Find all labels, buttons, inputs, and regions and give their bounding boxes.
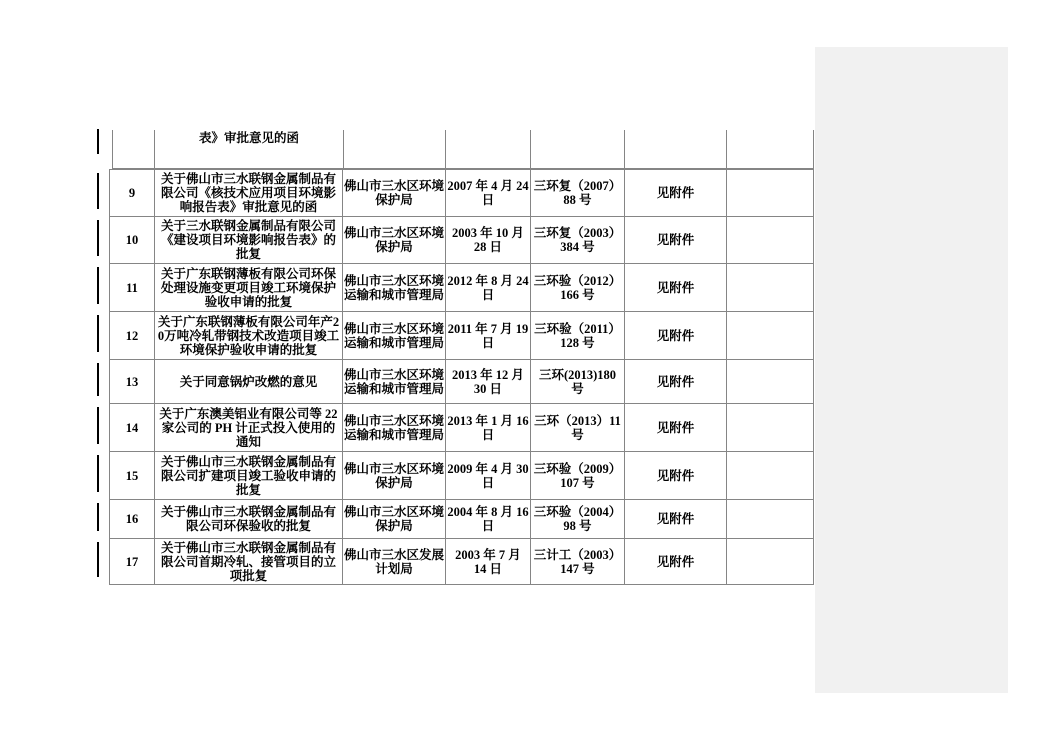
remark-cell (727, 264, 814, 312)
table-row (110, 217, 814, 264)
doc-number-cell (531, 217, 625, 264)
doc-title-cell: 关于佛山市三水联钢金属制品有限公司扩建项目竣工验收申请的批复 (155, 452, 343, 500)
row-no-cell: 12 (110, 312, 155, 360)
issue-date-cell-line: 2012 年 8 月 24 (447, 273, 529, 288)
doc-number-cell-line: 147 号 (560, 561, 595, 576)
revision-bar (97, 407, 99, 444)
issue-date-cell-line: 2004 年 8 月 16 (447, 505, 529, 519)
doc-number-cell-line: 三环验（2004） (533, 505, 622, 519)
issue-date-cell-line: 2013 年 12 月 (452, 367, 524, 382)
issue-date-cell (446, 130, 531, 168)
doc-number-cell-line: 三环(2013)180 (538, 367, 617, 382)
issue-date-cell (446, 500, 531, 539)
row-no-cell: 14 (110, 404, 155, 452)
issue-date-cell-line: 28 日 (473, 240, 503, 254)
issuing-authority-cell: 佛山市三水区环境运输和城市管理局 (343, 312, 446, 360)
doc-title-cell: 关于广东联钢薄板有限公司环保处理设施变更项目竣工环境保护验收申请的批复 (155, 264, 343, 312)
attachment-cell (625, 130, 727, 168)
issuing-authority-cell: 佛山市三水区环境运输和城市管理局 (343, 264, 446, 312)
doc-number-cell (531, 360, 625, 404)
remark-cell (727, 170, 814, 217)
row-no-cell: 17 (110, 539, 155, 585)
doc-title-cell: 关于同意锅炉改燃的意见 (155, 360, 343, 404)
revision-bar (97, 267, 99, 304)
doc-number-cell (531, 539, 625, 585)
attachment-cell: 见附件 (625, 217, 727, 264)
issue-date-cell-line: 14 日 (473, 561, 503, 576)
doc-number-cell-line: 107 号 (560, 475, 595, 490)
table-row (110, 539, 814, 585)
doc-number-cell (531, 312, 625, 360)
issuing-authority-cell: 佛山市三水区环境保护局 (343, 217, 446, 264)
issue-date-cell-line: 日 (481, 335, 495, 350)
issue-date-cell-line: 2009 年 4 月 30 (447, 461, 529, 476)
doc-number-cell-line: 号 (571, 427, 584, 442)
revision-bar (97, 542, 99, 577)
issue-date-cell-line: 日 (481, 475, 495, 490)
doc-number-cell-line: 三环验（2011） (534, 321, 621, 336)
attachment-cell: 见附件 (625, 170, 727, 217)
attachment-cell: 见附件 (625, 264, 727, 312)
row-no-cell: 15 (110, 452, 155, 500)
issue-date-cell (446, 312, 531, 360)
doc-title-cell: 表》审批意见的函 (155, 130, 344, 168)
approval-table-body (110, 170, 814, 585)
remark-cell (727, 500, 814, 539)
doc-number-cell-line: 88 号 (563, 193, 592, 207)
doc-number-cell (531, 404, 625, 452)
row-no-cell: 10 (110, 217, 155, 264)
issue-date-cell (446, 217, 531, 264)
row-no-cell (113, 130, 155, 168)
remark-cell (727, 404, 814, 452)
issuing-authority-cell: 佛山市三水区环境保护局 (343, 500, 446, 539)
revision-bar (97, 503, 99, 531)
table-row (110, 404, 814, 452)
doc-title-cell: 关于广东联钢薄板有限公司年产20万吨冷轧带钢技术改造项目竣工环境保护验收申请的批复 (155, 312, 343, 360)
doc-number-cell-line: 三环（2013）11 (534, 413, 621, 428)
issue-date-cell (446, 360, 531, 404)
next-page-placeholder (815, 47, 1008, 693)
row-no-cell: 11 (110, 264, 155, 312)
issue-date-cell-line: 日 (481, 427, 495, 442)
doc-title-cell: 关于广东澳美铝业有限公司等 22 家公司的 PH 计正式投入使用的通知 (155, 404, 343, 452)
remark-cell (727, 452, 814, 500)
issue-date-cell (446, 404, 531, 452)
table-row (110, 170, 814, 217)
attachment-cell: 见附件 (625, 500, 727, 539)
remark-cell (727, 360, 814, 404)
issue-date-cell-line: 2003 年 10 月 (452, 226, 524, 240)
doc-number-cell-line: 166 号 (560, 287, 595, 302)
issue-date-cell-line: 日 (481, 193, 495, 207)
doc-number-cell-line: 三环验（2009） (533, 461, 622, 476)
doc-number-cell-line: 384 号 (560, 240, 595, 254)
approval-table (109, 169, 814, 585)
issuing-authority-cell: 佛山市三水区环境保护局 (343, 452, 446, 500)
doc-number-cell (531, 264, 625, 312)
continuation-table (112, 130, 814, 169)
doc-number-cell-line: 三环复（2003） (533, 226, 622, 240)
revision-bar (97, 129, 99, 154)
revision-bar (97, 220, 99, 256)
issue-date-cell (446, 452, 531, 500)
issue-date-cell-line: 2013 年 1 月 16 (447, 413, 529, 428)
issuing-authority-cell: 佛山市三水区环境保护局 (343, 170, 446, 217)
doc-number-cell (531, 130, 625, 168)
issue-date-cell-line: 2003 年 7 月 (455, 547, 521, 562)
attachment-cell: 见附件 (625, 404, 727, 452)
table-row (110, 360, 814, 404)
issue-date-cell-line: 2011 年 7 月 19 (447, 321, 529, 336)
table-row (110, 500, 814, 539)
doc-number-cell (531, 452, 625, 500)
doc-number-cell-line: 号 (571, 381, 584, 396)
doc-number-cell-line: 三计工（2003） (533, 547, 622, 562)
revision-bar (97, 363, 99, 396)
remark-cell (727, 312, 814, 360)
doc-number-cell-line: 三环复（2007） (533, 179, 622, 193)
issuing-authority-cell: 佛山市三水区环境运输和城市管理局 (343, 360, 446, 404)
row-no-cell: 9 (110, 170, 155, 217)
doc-number-cell (531, 500, 625, 539)
doc-title-cell: 关于佛山市三水联钢金属制品有限公司《核技术应用项目环境影响报告表》审批意见的函 (155, 170, 343, 217)
issue-date-cell-line: 2007 年 4 月 24 (447, 179, 529, 193)
remark-cell (727, 539, 814, 585)
table-row (110, 312, 814, 360)
issue-date-cell (446, 539, 531, 585)
doc-number-cell (531, 170, 625, 217)
revision-bar (97, 455, 99, 492)
issue-date-cell-line: 日 (481, 519, 495, 533)
issuing-authority-cell: 佛山市三水区环境运输和城市管理局 (343, 404, 446, 452)
attachment-cell: 见附件 (625, 452, 727, 500)
attachment-cell: 见附件 (625, 312, 727, 360)
issue-date-cell-line: 30 日 (473, 381, 503, 396)
revision-bar (97, 315, 99, 352)
doc-title-cell: 关于三水联钢金属制品有限公司《建设项目环境影响报告表》的批复 (155, 217, 343, 264)
remark-cell (727, 130, 814, 168)
continuation-row (113, 130, 814, 168)
doc-title-cell: 关于佛山市三水联钢金属制品有限公司首期冷轧、接管项目的立项批复 (155, 539, 343, 585)
row-no-cell: 13 (110, 360, 155, 404)
remark-cell (727, 217, 814, 264)
issue-date-cell-line: 日 (481, 287, 495, 302)
issue-date-cell (446, 170, 531, 217)
revision-bar (97, 173, 99, 209)
doc-number-cell-line: 98 号 (563, 519, 592, 533)
issuing-authority-cell (344, 130, 446, 168)
doc-number-cell-line: 128 号 (560, 335, 595, 350)
attachment-cell: 见附件 (625, 539, 727, 585)
doc-number-cell-line: 三环验（2012） (533, 273, 622, 288)
row-no-cell: 16 (110, 500, 155, 539)
issue-date-cell (446, 264, 531, 312)
table-row (110, 264, 814, 312)
table-row (110, 452, 814, 500)
attachment-cell: 见附件 (625, 360, 727, 404)
doc-title-cell: 关于佛山市三水联钢金属制品有限公司环保验收的批复 (155, 500, 343, 539)
issuing-authority-cell: 佛山市三水区发展计划局 (343, 539, 446, 585)
